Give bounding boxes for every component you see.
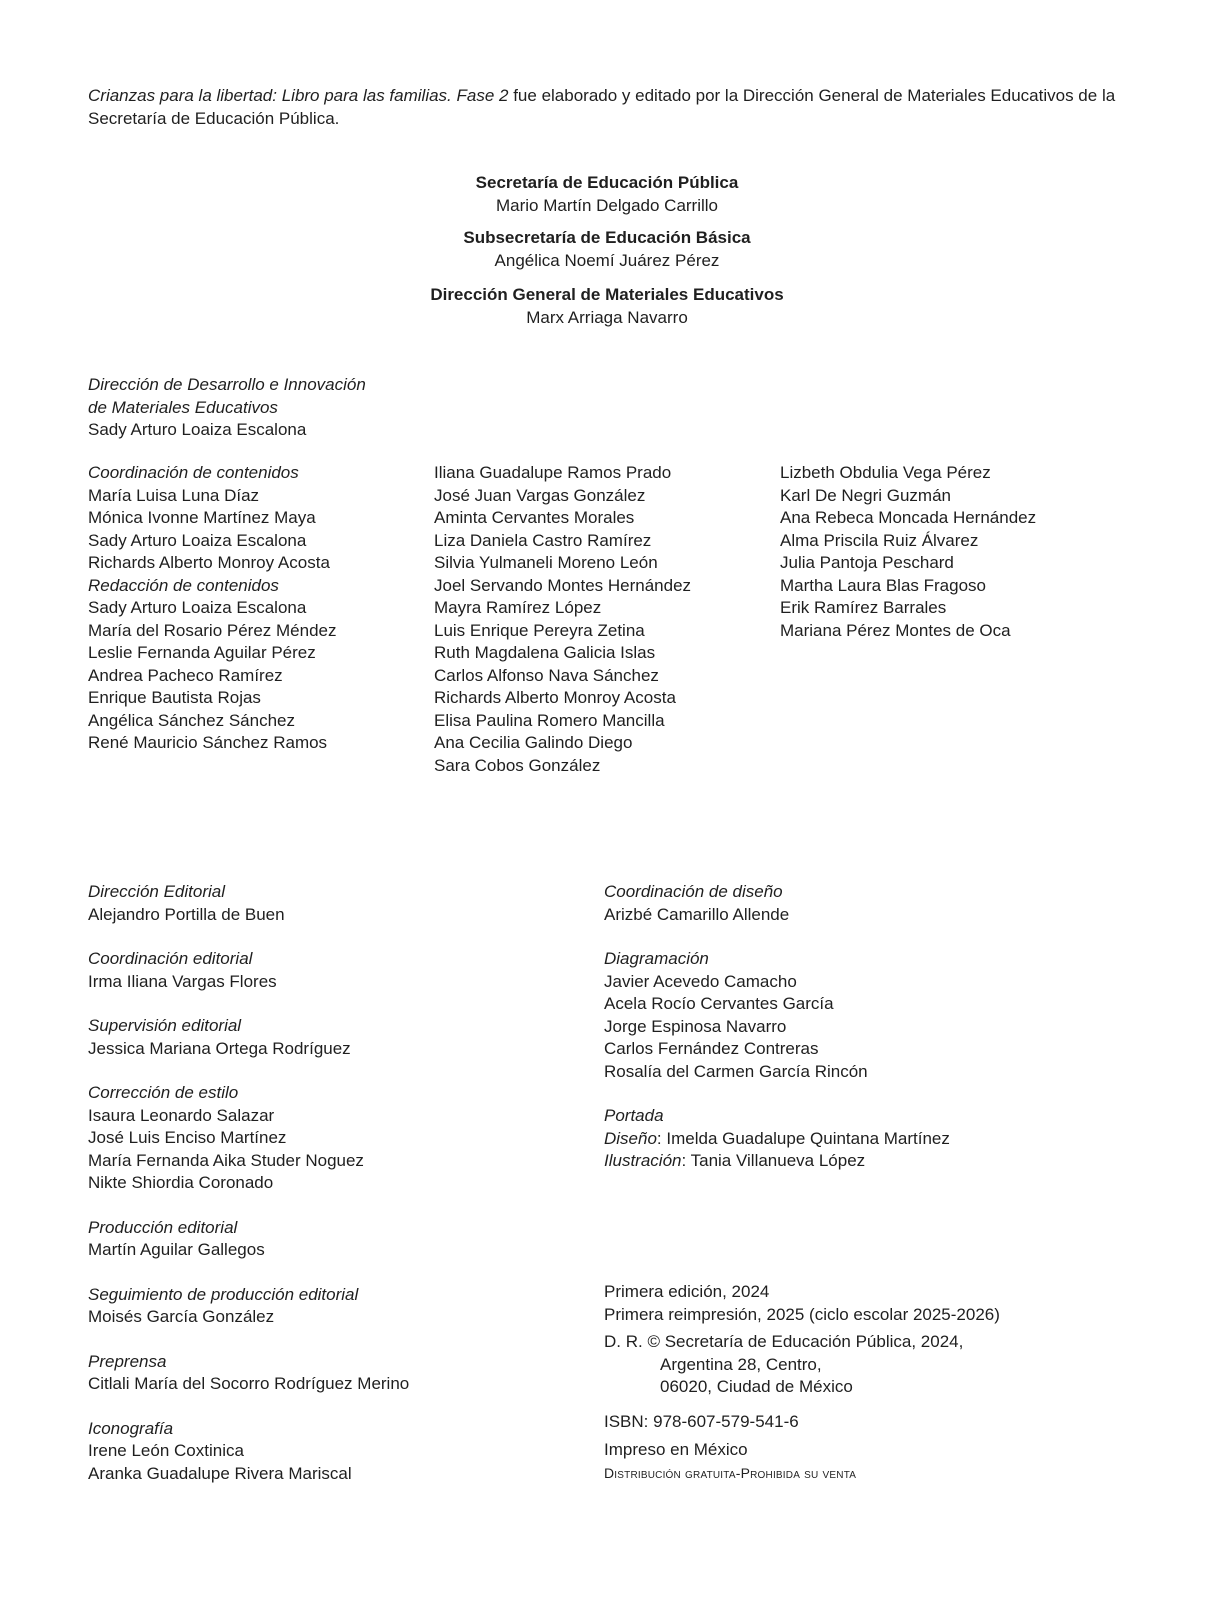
address-line: 06020, Ciudad de México <box>660 1377 853 1396</box>
list-item: Isaura Leonardo Salazar <box>88 1105 275 1125</box>
publication-info <box>604 1281 1000 1484</box>
list-item: Martha Laura Blas Fragoso <box>780 575 986 595</box>
list-item: Javier Acevedo Camacho <box>604 971 797 991</box>
editorial-credits <box>88 881 409 1485</box>
intro-text: fue elaborado y editado por la Dirección General de Materiales Educativos de la Secretaría de Educación Pública. <box>88 86 1116 128</box>
official-dgme <box>257 284 957 329</box>
list-item: Nikte Shiordia Coronado <box>88 1173 274 1192</box>
printed-line: Impreso en México <box>604 1440 748 1459</box>
credit-role: Supervisión editorial <box>88 1016 242 1035</box>
list-item: Mónica Ivonne Martínez Maya <box>88 508 316 527</box>
list-item: Liza Daniela Castro Ramírez <box>434 530 652 550</box>
list-item: Aminta Cervantes Morales <box>434 508 635 527</box>
official-name: Mario Martín Delgado Carrillo <box>495 195 719 215</box>
diseno-name: : Imelda Guadalupe Quintana Martínez <box>656 1128 950 1148</box>
list-item: Ana Cecilia Galindo Diego <box>434 733 633 752</box>
ilustracion-label: Ilustración <box>604 1151 682 1170</box>
official-name: Marx Arriaga Navarro <box>526 307 688 327</box>
diseno-credit <box>604 1128 950 1151</box>
distribution-text: Distribución gratuita-Prohibida su venta <box>604 1464 857 1481</box>
official-title: Dirección General de Materiales Educativos <box>430 285 784 304</box>
list-item: Arizbé Camarillo Allende <box>604 904 790 924</box>
list-item: Alma Priscila Ruiz Álvarez <box>780 530 979 550</box>
list-item: Elisa Paulina Romero Mancilla <box>434 710 665 730</box>
ilustracion-credit <box>604 1150 950 1173</box>
credit-role: Coordinación editorial <box>88 949 253 968</box>
list-item: Lizbeth Obdulia Vega Pérez <box>780 463 991 482</box>
credit-role: Corrección de estilo <box>88 1083 239 1102</box>
design-credits <box>604 881 950 1173</box>
ilustracion-name: : Tania Villanueva López <box>681 1151 866 1170</box>
book-title: Crianzas para la libertad: Libro para las familias. Fase 2 <box>88 86 509 105</box>
list-item: Sady Arturo Loaiza Escalona <box>88 598 307 617</box>
list-item: Carlos Fernández Contreras <box>604 1039 819 1058</box>
credit-role: Iconografía <box>88 1418 174 1438</box>
list-item: Jessica Mariana Ortega Rodríguez <box>88 1038 351 1058</box>
credit-role: Portada <box>604 1106 664 1125</box>
list-item: José Luis Enciso Martínez <box>88 1128 287 1147</box>
list-item: Ruth Magdalena Galicia Islas <box>434 643 656 662</box>
list-item: Carlos Alfonso Nava Sánchez <box>434 665 659 685</box>
list-item: Sady Arturo Loaiza Escalona <box>88 530 307 550</box>
official-sep <box>257 172 957 217</box>
list-item: María del Rosario Pérez Méndez <box>88 620 337 640</box>
list-item: Angélica Sánchez Sánchez <box>88 710 295 730</box>
official-title: Secretaría de Educación Pública <box>475 173 739 192</box>
list-item: Enrique Bautista Rojas <box>88 688 261 707</box>
list-item: Richards Alberto Monroy Acosta <box>88 553 330 572</box>
list-item: Joel Servando Montes Hernández <box>434 575 692 595</box>
content-column-3 <box>780 462 1036 642</box>
list-item: Sara Cobos González <box>434 755 601 775</box>
ddime-role-line1: Dirección de Desarrollo e Innovación <box>88 375 366 394</box>
edition-line: Primera edición, 2024 <box>604 1282 770 1301</box>
ddime-block <box>88 374 366 442</box>
coord-contenidos-role: Coordinación de contenidos <box>88 463 299 482</box>
credit-role: Diagramación <box>604 949 709 968</box>
reprint-line: Primera reimpresión, 2025 (ciclo escolar 2025-2026) <box>604 1304 1000 1324</box>
content-column-2 <box>434 462 691 777</box>
diseno-label: Diseño <box>604 1128 657 1148</box>
list-item: Citlali María del Socorro Rodríguez Merino <box>88 1374 410 1393</box>
content-column-1 <box>88 462 337 755</box>
list-item: Erik Ramírez Barrales <box>780 598 947 617</box>
list-item: Richards Alberto Monroy Acosta <box>434 688 676 707</box>
list-item: María Luisa Luna Díaz <box>88 485 260 505</box>
ddime-role-line2: de Materiales Educativos <box>88 397 278 417</box>
credit-role: Producción editorial <box>88 1217 238 1237</box>
isbn-line: ISBN: 978-607-579-541-6 <box>604 1411 799 1431</box>
list-item: Rosalía del Carmen García Rincón <box>604 1061 868 1081</box>
list-item: Alejandro Portilla de Buen <box>88 904 285 924</box>
ddime-name: Sady Arturo Loaiza Escalona <box>88 420 307 439</box>
credit-role: Seguimiento de producción editorial <box>88 1284 359 1304</box>
copyright-line: D. R. © Secretaría de Educación Pública, 2024, <box>604 1332 964 1351</box>
list-item: María Fernanda Aika Studer Noguez <box>88 1150 364 1170</box>
list-item: Mayra Ramírez López <box>434 598 602 617</box>
list-item: Iliana Guadalupe Ramos Prado <box>434 463 672 482</box>
intro-paragraph <box>88 85 1148 130</box>
list-item: Irma Iliana Vargas Flores <box>88 971 277 991</box>
list-item: Aranka Guadalupe Rivera Mariscal <box>88 1463 352 1483</box>
list-item: Irene León Coxtinica <box>88 1441 244 1460</box>
list-item: Silvia Yulmaneli Moreno León <box>434 553 658 572</box>
list-item: Julia Pantoja Peschard <box>780 553 954 572</box>
credit-role: Preprensa <box>88 1351 167 1371</box>
list-item: Moisés García González <box>88 1307 275 1326</box>
official-name: Angélica Noemí Juárez Pérez <box>494 250 720 270</box>
list-item: Karl De Negri Guzmán <box>780 485 952 505</box>
list-item: René Mauricio Sánchez Ramos <box>88 733 328 752</box>
list-item: Mariana Pérez Montes de Oca <box>780 620 1011 640</box>
list-item: Luis Enrique Pereyra Zetina <box>434 620 645 640</box>
list-item: Leslie Fernanda Aguilar Pérez <box>88 643 316 662</box>
redaccion-contenidos-role: Redacción de contenidos <box>88 575 279 595</box>
list-item: Ana Rebeca Moncada Hernández <box>780 508 1037 527</box>
list-item: José Juan Vargas González <box>434 485 646 505</box>
list-item: Acela Rocío Cervantes García <box>604 994 834 1013</box>
official-title: Subsecretaría de Educación Básica <box>463 228 751 247</box>
list-item: Jorge Espinosa Navarro <box>604 1016 787 1036</box>
credit-role: Coordinación de diseño <box>604 882 783 901</box>
official-seb <box>257 227 957 272</box>
list-item: Martín Aguilar Gallegos <box>88 1240 265 1259</box>
distribution-line <box>604 1462 1000 1485</box>
list-item: Andrea Pacheco Ramírez <box>88 665 283 685</box>
credit-role: Dirección Editorial <box>88 882 225 901</box>
address-line: Argentina 28, Centro, <box>660 1354 822 1374</box>
